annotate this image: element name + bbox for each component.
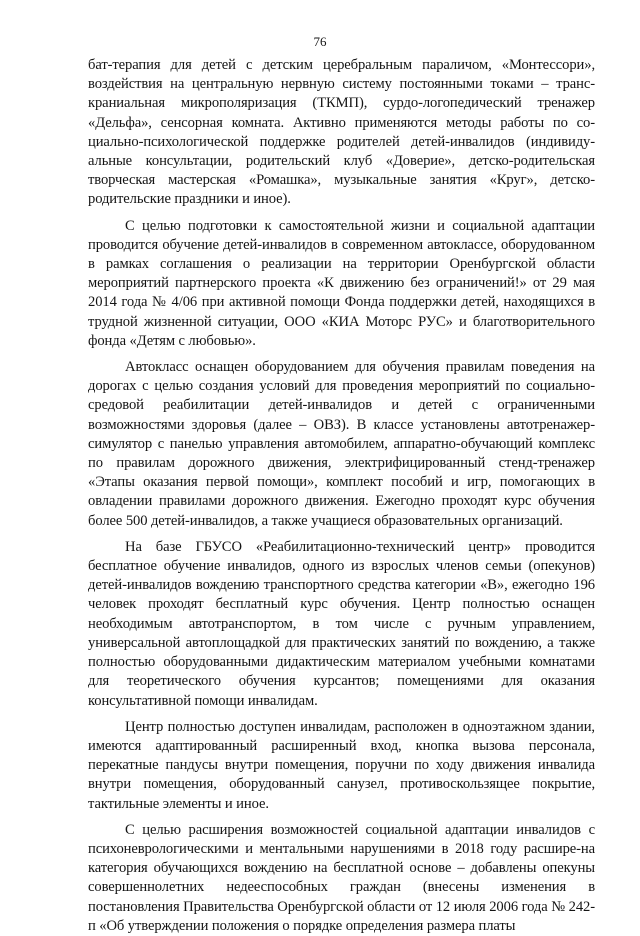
paragraph-rehabilitation-methods: бат-терапия для детей с детским церебральным параличом, «Монтессори», воздействия на центральную нервную систему постоянными токами – транс-краниальная микрополяризация (ТКМП), сурдо-логопедический тренажер «Дельфа», сенсорная комната. Активно применяются методы работы по со-циально-психологической поддержке родителей детей-инвалидов (индивиду-альные консультации, родительский клуб «Доверие», детско-родительская творческая мастерская «Ромашка», музыкальные занятия «Круг», детско-родительские праздники и иное). xyxy=(88,57,595,208)
document-body xyxy=(88,56,595,936)
paragraph-autoclass-equipment: Автокласс оснащен оборудованием для обучения правилам поведения на дорогах с целью создания условий для проведения мероприятий по социально-средовой реабилитации детей-инвалидов и детей с ограниченными возможностями здоровья (далее – ОВЗ). В классе установлены автотренажер-симулятор с панелью управления автомобилем, аппаратно-обучающий комплекс по правилам дорожного движения, электрифицированный стенд-тренажер «Этапы оказания первой помощи», комплект пособий и игр, помогающих в овладении правилами дорожного движения. Ежегодно проходят курс обучения более 500 детей-инвалидов, а также учащиеся образовательных организаций. xyxy=(88,359,595,529)
page-number: 76 xyxy=(313,34,327,49)
paragraph-expanded-category: С целью расширения возможностей социальной адаптации инвалидов с психоневрологическими и ментальными нарушениями в 2018 году расшире-на категория обучающихся вождению на бесплатной основе – добавлены опекуны совершеннолетних недееспособных граждан (внесены изменения в постановления Правительства Оренбургской области от 12 июля 2006 года № 242-п «Об утверждении положения о порядке определения размера платы xyxy=(88,821,595,934)
paragraph-driving-training-center: На базе ГБУСО «Реабилитационно-технический центр» проводится бесплатное обучение инвалидов, одного из взрослых членов семьи (опекунов) детей-инвалидов вождению транспортного средства категории «В», ежегодно 196 человек проходят бесплатный курс обучения. Центр полностью оснащен необходимым автотранспортом, в том числе с ручным управлением, универсальной автоплощадкой для практических занятий по вождению, а также полностью оборудованными дидактическим материалом учебными комнатами для теоретического обучения курсантов; помещениями для оказания консультативной помощи инвалидам. xyxy=(88,538,595,709)
paragraph-center-accessibility: Центр полностью доступен инвалидам, расположен в одноэтажном здании, имеются адаптированный расширенный вход, кнопка вызова персонала, перекатные пандусы внутри помещения, поручни по ходу движения инвалида внутри помещения, оборудованный санузел, противоскользящее покрытие, тактильные элементы и иное. xyxy=(88,718,595,812)
paragraph-autoclass-training: С целью подготовки к самостоятельной жизни и социальной адаптации проводится обучение детей-инвалидов в современном автоклассе, оборудованном в рамках соглашения о реализации на территории Оренбургской области мероприятий партнерского проекта «К движению без ограничений!» от 29 мая 2014 года № 4/06 при активной помощи Фонда поддержки детей, находящихся в трудной жизненной ситуации, ООО «КИА Моторс РУС» и благотворительного фонда «Детям с любовью». xyxy=(88,217,595,349)
